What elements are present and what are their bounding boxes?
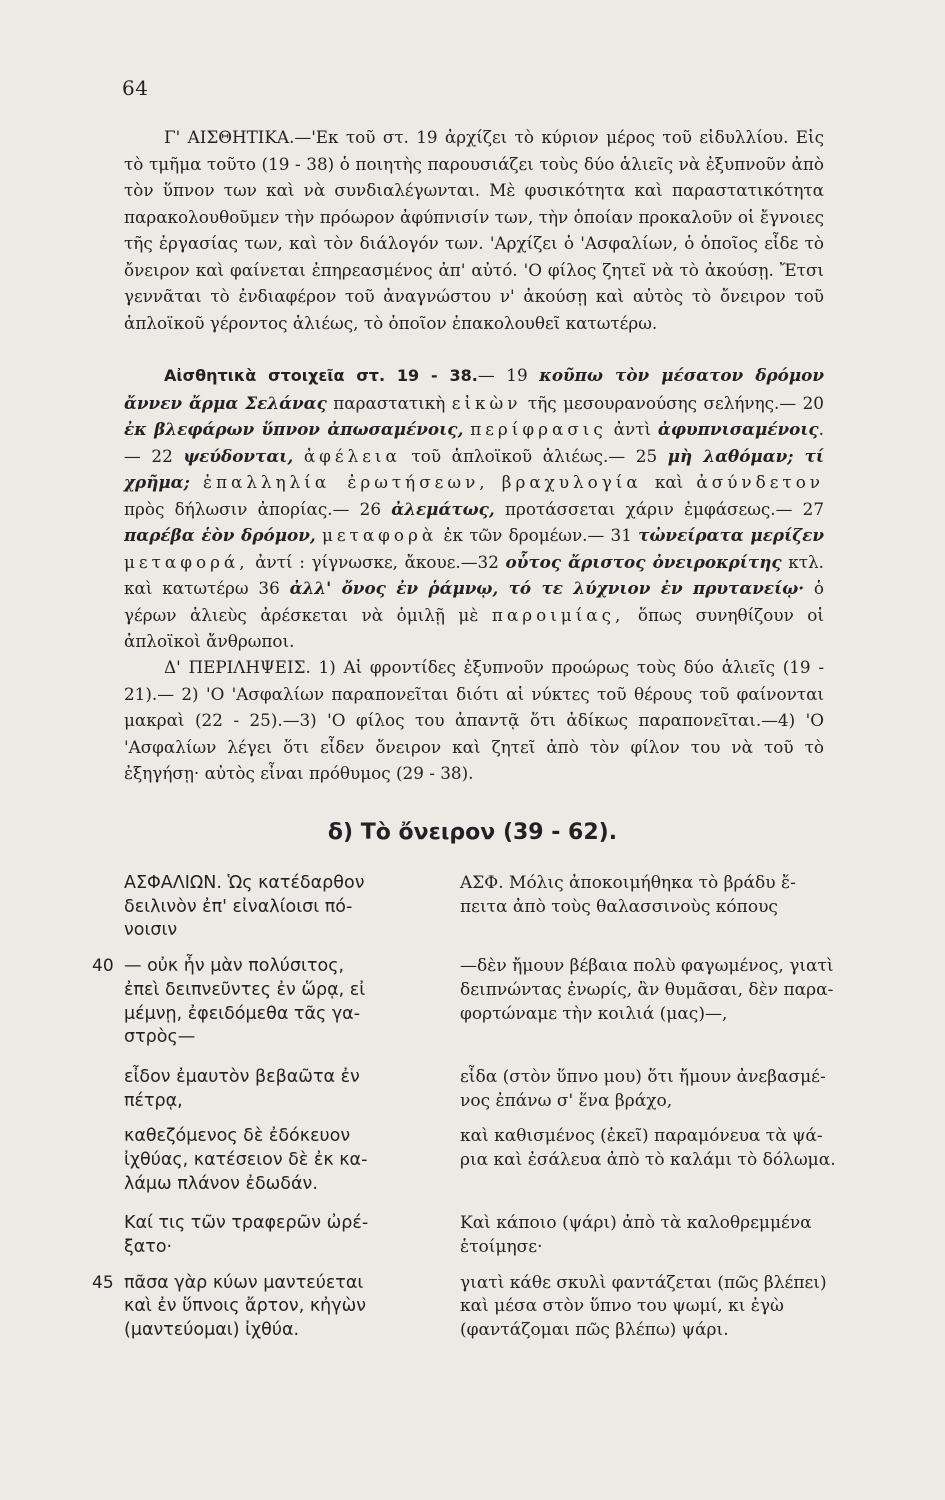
spaced-term: μεταφορὰ <box>321 525 438 545</box>
poem-stanza-translation <box>460 1066 890 1113</box>
quoted-phrase: ἀλλ' ὄνος ἐν ῥάμνῳ, τό τε λύχνιον ἐν πρυτανείῳ· <box>289 578 805 598</box>
translation-line: ΑΣΦ. Μόλις ἀποκοιμήθηκα τὸ βράδυ ἔ- <box>460 873 796 893</box>
translation-line: ρια καὶ ἐσάλευα ἀπὸ τὸ καλάμι τὸ δόλωμα. <box>460 1149 836 1170</box>
ancient-verse-line: καὶ ἐν ὕπνοις ἄρτον, κἠγὼν <box>124 1296 367 1317</box>
summaries-paragraph: Δ' ΠΕΡΙΛΗΨΕΙΣ. 1) Αἱ φροντίδες ἐξυπνοῦν προώρως τοὺς δύο ἁλιεῖς (19 - 21).— 2) 'Ο 'Ασφαλίων παραπονεῖται διότι αἱ νύκτες τοῦ θέρους τοῦ φαίνονται μακραὶ (22 - 25).—3) 'Ο φίλος του ἀπαντᾷ ὅτι ἀδίκως παραπονεῖται.—4) 'Ο 'Ασφαλίων λέγει ὅτι εἶδεν ὄνειρον καὶ ζητεῖ ἀπὸ τὸν φίλον του νὰ τοῦ τὸ ἐξηγήσῃ· αὐτὸς εἶναι πρόθυμος (29 - 38). <box>124 657 824 783</box>
ancient-verse-line: ἰχθύας, κατέσειον δὲ ἐκ κα- <box>124 1149 368 1170</box>
ancient-verse-line: εἶδον ἐμαυτὸν βεβαῶτα ἐν <box>124 1066 360 1087</box>
summaries-section <box>124 654 824 787</box>
ancient-verse-line: στρὸς— <box>124 1027 196 1048</box>
ancient-verse-line: νοισιν <box>124 920 178 941</box>
ancient-verse-line: (μαντεύομαι) ἰχθύα. <box>124 1320 300 1341</box>
poem-stanza-original <box>124 872 446 943</box>
text-run: πρὸς δήλωσιν ἀπορίας.— 26 <box>124 498 392 519</box>
aesthetic-elements-section <box>124 362 824 655</box>
spaced-term: ἀφέλεια <box>303 445 401 466</box>
ancient-verse-line: ἐπεὶ δειπνεῦντες ἐν ὥρᾳ, εἰ <box>124 979 366 1000</box>
text-run: ἀντί : γίγνωσκε, ἄκουε.—32 <box>248 551 506 572</box>
ancient-verse-line: Καί τις τῶν τραφερῶν ὠρέ- <box>124 1213 369 1234</box>
poem-stanza-original <box>92 1272 446 1343</box>
ancient-verse-line: πέτρᾳ, <box>124 1090 183 1111</box>
quoted-phrase: παρέβα ἑὸν δρόμον, <box>124 525 316 545</box>
spaced-term: παροιμίας, <box>491 604 625 625</box>
page-number: 64 <box>122 76 149 100</box>
ancient-verse-line: — οὐκ ἦν μὰν πολύσιτος, <box>124 956 345 977</box>
aesthetics-section <box>124 124 824 336</box>
text-run: ὁ γέρων ἁλιεὺς ἀρέσκεται νὰ ὁμιλῇ μὲ <box>124 578 825 625</box>
quoted-phrase: μὴ λαθόμαν; τί χρῆμα; <box>124 445 824 492</box>
quoted-phrase: ἀφυπνισαμένοις <box>657 419 819 439</box>
text-run: κτλ. καὶ κατωτέρω 36 <box>124 551 825 598</box>
quoted-phrase: ἀλεμάτως, <box>391 498 495 519</box>
verse-line-number: 45 <box>92 1272 114 1293</box>
poem-stanza-translation <box>460 955 890 1050</box>
text-run: παραστατικὴ <box>326 392 452 413</box>
translation-line: φορτώναμε τὴν κοιλιά (μας)—, <box>460 1003 728 1024</box>
ancient-verse-line: δειλινὸν ἐπ' εἰναλίοισι πό- <box>124 896 353 917</box>
text-run <box>293 446 304 466</box>
spaced-term: ἐπαλληλία ἐρωτήσεων, <box>202 472 489 492</box>
ancient-verse-line: καθεζόμενος δὲ ἐδόκευον <box>124 1126 351 1147</box>
ancient-verse-line: μέμνῃ, ἐφειδόμεθα τᾶς γα- <box>124 1003 361 1024</box>
translation-line: Καὶ κάποιο (ψάρι) ἀπὸ τὰ καλοθρεμμένα <box>460 1213 812 1234</box>
spaced-term: εἰκὼν <box>451 392 522 413</box>
poem-stanza-original <box>92 955 446 1050</box>
quoted-phrase: τὠνείρατα μερίζεν <box>638 525 824 545</box>
poem-stanza-translation <box>460 1212 890 1259</box>
translation-line: καὶ καθισμένος (ἐκεῖ) παραμόνευα τὰ ψά- <box>460 1126 823 1147</box>
translation-line: δειπνώντας ἐνωρίς, ἂν θυμᾶσαι, δὲν παρα- <box>460 979 834 1000</box>
text-run: καὶ <box>641 472 697 492</box>
text-run <box>190 472 203 492</box>
spaced-term: βραχυλογία <box>501 472 642 492</box>
translation-line: νος ἐπάνω σ' ἕνα βράχο, <box>460 1090 673 1111</box>
text-run: ὅπως συνηθίζουν οἱ ἁπλοϊκοὶ ἄνθρωποι. <box>124 604 824 651</box>
spaced-term: μεταφορά, <box>124 551 249 572</box>
verse-line-number: 40 <box>92 956 114 977</box>
text-run: ἐκ τῶν δρομέων.— 31 <box>437 525 639 545</box>
spaced-term: περίφρασις <box>470 419 607 439</box>
ancient-verse-line: πᾶσα γὰρ κύων μαντεύεται <box>124 1272 364 1293</box>
translation-line: πειτα ἀπὸ τοὺς θαλασσινοὺς κόπους <box>460 896 778 917</box>
translation-line: —δὲν ἤμουν βέβαια πολὺ φαγωμένος, γιατὶ <box>460 956 834 977</box>
poem-stanza-translation <box>460 1272 890 1343</box>
poem-stanza-translation <box>460 1125 890 1196</box>
quoted-phrase: οὗτος ἄριστος ὀνειροκρίτης <box>505 551 782 572</box>
text-run: — 19 <box>477 365 540 385</box>
quoted-phrase: ψεύδονται, <box>183 445 294 466</box>
text-run: .— 22 <box>124 419 824 466</box>
aesthetics-paragraph: Γ' ΑΙΣΘΗΤΙΚΑ.—'Εκ τοῦ στ. 19 ἀρχίζει τὸ κύριον μέρος τοῦ εἰδυλλίου. Εἰς τὸ τμῆμα τοῦτο (19 - 38) ὁ ποιητὴς παρουσιάζει τοὺς δύο ἁλιεῖς νὰ ἐξυπνοῦν ἀπὸ τὸν ὕπνον των καὶ νὰ συνδιαλέγωνται. Μὲ φυσικότητα καὶ παραστατικότητα παρακολουθοῦμεν τὴν πρόωρον ἀφύπνισίν των, τὴν ὁποίαν προκαλοῦν οἱ ἔγνοιες τῆς ἐργασίας των, καὶ τὸν διάλογόν των. 'Αρχίζει ὁ 'Ασφαλίων, ὁ ὁποῖος εἶδε τὸ ὄνειρον καὶ φαίνεται ἐπηρεασμένος ἀπ' αὐτό. 'Ο φίλος ζητεῖ νὰ τὸ ἀκούσῃ. Ἔτσι γεννᾶται τὸ ἐνδιαφέρον τοῦ ἀναγνώστου ν' ἀκούσῃ καὶ αὐτὸς τὸ ὄνειρον τοῦ ἁπλοϊκοῦ γέροντος ἁλιέως, τὸ ὁποῖον ἐπακολουθεῖ κατωτέρω. <box>124 127 824 333</box>
ancient-verse-line: ΑΣΦΑΛΙΩΝ. Ὡς κατέδαρθον <box>124 873 365 893</box>
poem-stanza-translation <box>460 872 890 943</box>
poem-original-column <box>92 872 446 1343</box>
spaced-term: ἀσύνδετον <box>696 472 824 492</box>
section-heading: δ) Τὸ ὄνειρον (39 - 62). <box>327 820 618 845</box>
ancient-verse-line: ξατο· <box>124 1237 173 1258</box>
translation-line: (φαντάζομαι πῶς βλέπω) ψάρι. <box>460 1320 729 1341</box>
poem-stanza-original <box>124 1212 446 1259</box>
poem-stanza-original <box>124 1066 446 1113</box>
text-run: προτάσσεται χάριν ἐμφάσεως.— 27 <box>494 498 825 519</box>
quoted-phrase: κοῦπω τὸν μέσατον δρόμον ἄννεν ἄρμα Σελάνας <box>124 365 824 413</box>
text-run: ἀντὶ <box>606 419 658 439</box>
text-run: τῆς μεσουρανούσης σελήνης.— 20 <box>521 392 824 413</box>
translation-line: καὶ μέσα στὸν ὕπνο του ψωμί, κι ἐγὼ <box>460 1296 784 1317</box>
translation-line: ἑτοίμησε· <box>460 1237 543 1258</box>
poem-stanza-original <box>124 1125 446 1196</box>
translation-line: εἶδα (στὸν ὕπνο μου) ὅτι ἤμουν ἀνεβασμέ- <box>460 1066 826 1087</box>
text-run <box>489 472 502 492</box>
quoted-phrase: ἐκ βλεφάρων ὕπνον ἀπωσαμένοις, <box>124 419 464 439</box>
aesthetic-elements-body <box>124 365 824 651</box>
text-run: τοῦ ἁπλοϊκοῦ ἁλιέως.— 25 <box>400 445 668 466</box>
poem-translation-column <box>460 872 890 1343</box>
translation-line: γιατὶ κάθε σκυλὶ φαντάζεται (πῶς βλέπει) <box>460 1272 827 1293</box>
aesthetic-elements-label: Αἰσθητικὰ στοιχεῖα στ. 19 - 38. <box>164 366 478 385</box>
ancient-verse-line: λάμω πλάνον ἐδωδάν. <box>124 1173 318 1194</box>
aesthetic-elements-paragraph <box>124 362 824 655</box>
